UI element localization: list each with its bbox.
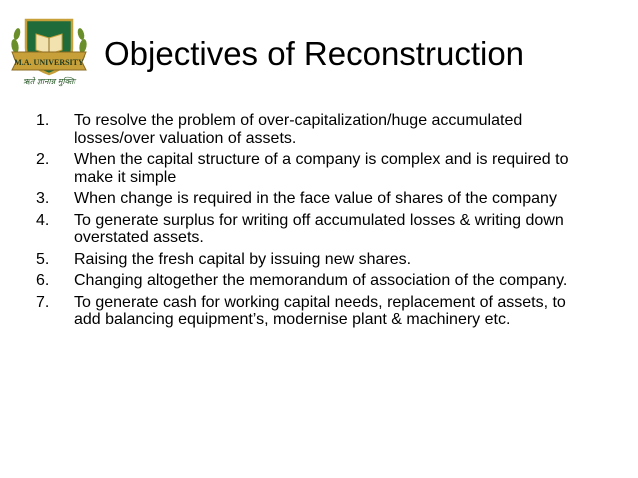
objective-number: 6. — [36, 272, 50, 289]
objective-text: When the capital structure of a company is complex and is required to make it simple — [74, 151, 569, 186]
objective-item — [36, 272, 596, 290]
objective-text: To resolve the problem of over-capitalization/huge accumulated losses/over valuation of assets. — [74, 112, 523, 147]
objective-number: 1. — [36, 112, 50, 129]
slide-title: Objectives of Reconstruction — [104, 35, 525, 72]
objective-item — [36, 251, 596, 269]
objective-number: 7. — [36, 293, 50, 311]
objective-number: 3. — [36, 190, 50, 207]
objectives-list — [36, 112, 596, 333]
logo-ribbon-text: M.A. UNIVERSITY — [14, 58, 84, 67]
objective-text: To generate cash for working capital needs, replacement of assets, to add balancing equipment’s, modernise plant & machinery etc. — [74, 293, 566, 328]
logo-motto: ऋते ज्ञानान्न मुक्तिः — [22, 77, 76, 86]
objective-number: 5. — [36, 250, 50, 268]
objective-item — [36, 212, 596, 247]
objective-item — [36, 112, 596, 147]
objective-text: Changing altogether the memorandum of association of the company. — [74, 272, 568, 289]
objective-item — [36, 190, 596, 208]
objective-text: Raising the fresh capital by issuing new shares. — [74, 250, 412, 268]
objective-text: When change is required in the face value of shares of the company — [74, 190, 557, 207]
objective-number: 4. — [36, 211, 50, 229]
objective-number: 2. — [36, 151, 50, 168]
objective-item — [36, 151, 596, 186]
objective-text: To generate surplus for writing off accumulated losses & writing down overstated assets. — [74, 211, 564, 246]
university-crest-icon — [6, 12, 92, 90]
objective-item — [36, 294, 596, 329]
